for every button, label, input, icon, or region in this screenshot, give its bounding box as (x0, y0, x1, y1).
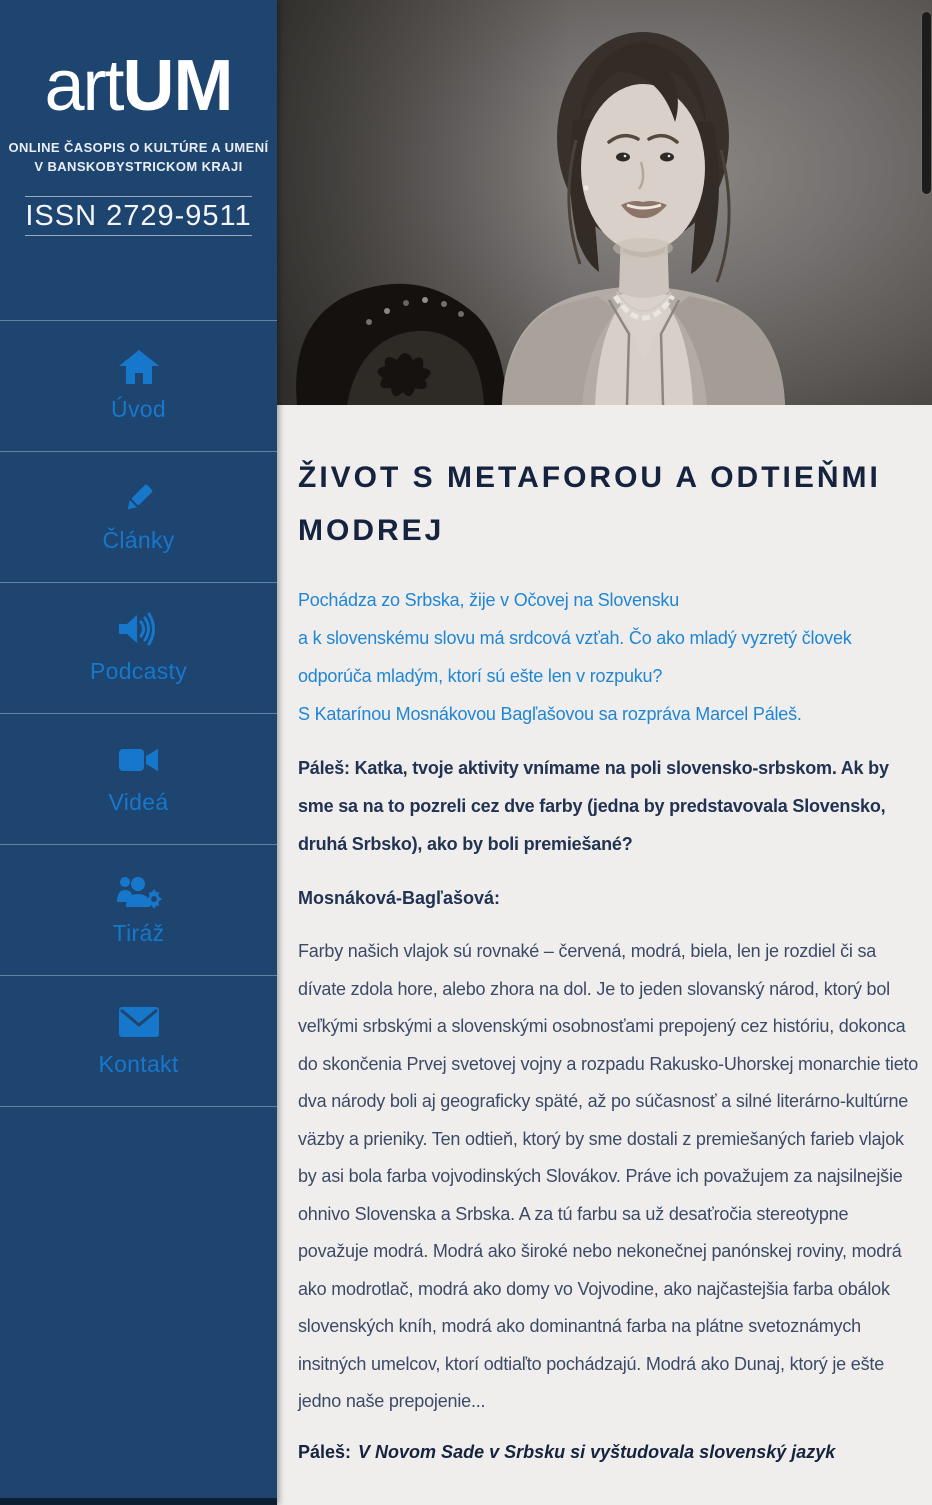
sidebar-item-label: Úvod (111, 396, 166, 422)
pencil-icon (121, 480, 157, 516)
lead-line: S Katarínou Mosnákovou Bagľašovou sa rozpráva Marcel Páleš. (298, 704, 802, 724)
interview-answer: Farby našich vlajok sú rovnaké – červená, modrá, biela, len je rozdiel či sa dívate zdola hore, alebo zhora na dol. Je to jeden slovanský národ, ktorý bol veľkými srbskými a slovenskými osobnosťami prepojený cez históriu, dokonca do skončenia Prvej svetovej vojny a rozpadu Rakusko-Uhorskej monarchie tieto dva národy boli aj geograficky späté, až po súčasnosť a silné literárno-kultúrne väzby a prieniky. Ten odtieň, ktorý by sme dostali z premiešaných farieb vlajok by asi bola farba vojvodinských Slovákov. Práve ich považujem za najsilnejšie ohnivo Slovenska a Srbska. A za tú farbu sa už desaťročia stereotypne považuje modrá. Modrá ako široké nebo nekonečnej panónskej roviny, modrá ako modrotlač, modrá ako domy vo Vojvodine, ako najčastejšia farba obálok slovenských kníh, modrá ako dominantná farba na plátne svetoznámych insitných umelcov, ktorí odtiaľto pochádzajú. Modrá ako Dunaj, ktorý je ešte jedno naše prepojenie... (298, 941, 919, 1411)
sidebar-nav (0, 320, 277, 1107)
sidebar-item-kontakt[interactable] (0, 975, 277, 1107)
sidebar-item-label: Videá (108, 789, 169, 815)
interview-question-1: Páleš: Katka, tvoje aktivity vnímame na poli slovensko-srbskom. Ak by sme sa na to pozreli cez dve farby (jedna by predstavovala Slovensko, druhá Srbsko), ako by boli premiešané? (298, 758, 889, 854)
article-title: ŽIVOT S METAFOROU A ODTIEŇMI MODREJ (298, 461, 881, 547)
team-gear-icon (116, 873, 162, 909)
question-2-text: V Novom Sade v Srbsku si vyštudovala slovenský jazyk (358, 1441, 836, 1462)
sidebar-item-clanky[interactable] (0, 451, 277, 582)
sidebar (0, 0, 277, 1505)
interview-speaker-label: Mosnáková-Bagľašová: (298, 888, 500, 908)
article-lead (298, 581, 922, 733)
lead-line: a k slovenskému slovu má srdcová vzťah. Čo ako mladý vyzretý človek odporúča mladým, ktorí sú ešte len v rozpuku? (298, 628, 852, 686)
interview-question-2 (298, 1433, 922, 1471)
article-body (277, 405, 932, 1471)
magazine-tagline (0, 138, 277, 176)
envelope-icon (119, 1004, 159, 1040)
sidebar-item-tiraz[interactable] (0, 844, 277, 975)
lead-line: Pochádza zo Srbska, žije v Očovej na Slovensku (298, 590, 679, 610)
article-hero-photo (277, 0, 932, 405)
site-logo[interactable] (0, 0, 277, 126)
logo-um: UM (122, 46, 233, 126)
logo-art: art (44, 46, 123, 126)
scrollbar-thumb[interactable] (922, 12, 931, 194)
sidebar-item-uvod[interactable] (0, 320, 277, 451)
video-camera-icon (119, 742, 159, 778)
main-content (277, 0, 932, 1505)
issn-number: ISSN 2729-9511 (25, 200, 252, 232)
question-2-speaker: Páleš: (298, 1441, 352, 1462)
tagline-line-1: ONLINE ČASOPIS O KULTÚRE A UMENÍ (8, 140, 269, 155)
speaker-icon (119, 611, 159, 647)
tagline-line-2: V BANSKOBYSTRICKOM KRAJI (34, 159, 243, 174)
home-icon (119, 349, 159, 385)
sidebar-item-label: Podcasty (89, 658, 187, 684)
issn-badge (25, 196, 252, 236)
sidebar-item-label: Tiráž (112, 920, 165, 946)
sidebar-item-videa[interactable] (0, 713, 277, 844)
sidebar-item-label: Kontakt (98, 1051, 179, 1077)
sidebar-item-label: Články (102, 527, 175, 553)
sidebar-item-podcasty[interactable] (0, 582, 277, 713)
